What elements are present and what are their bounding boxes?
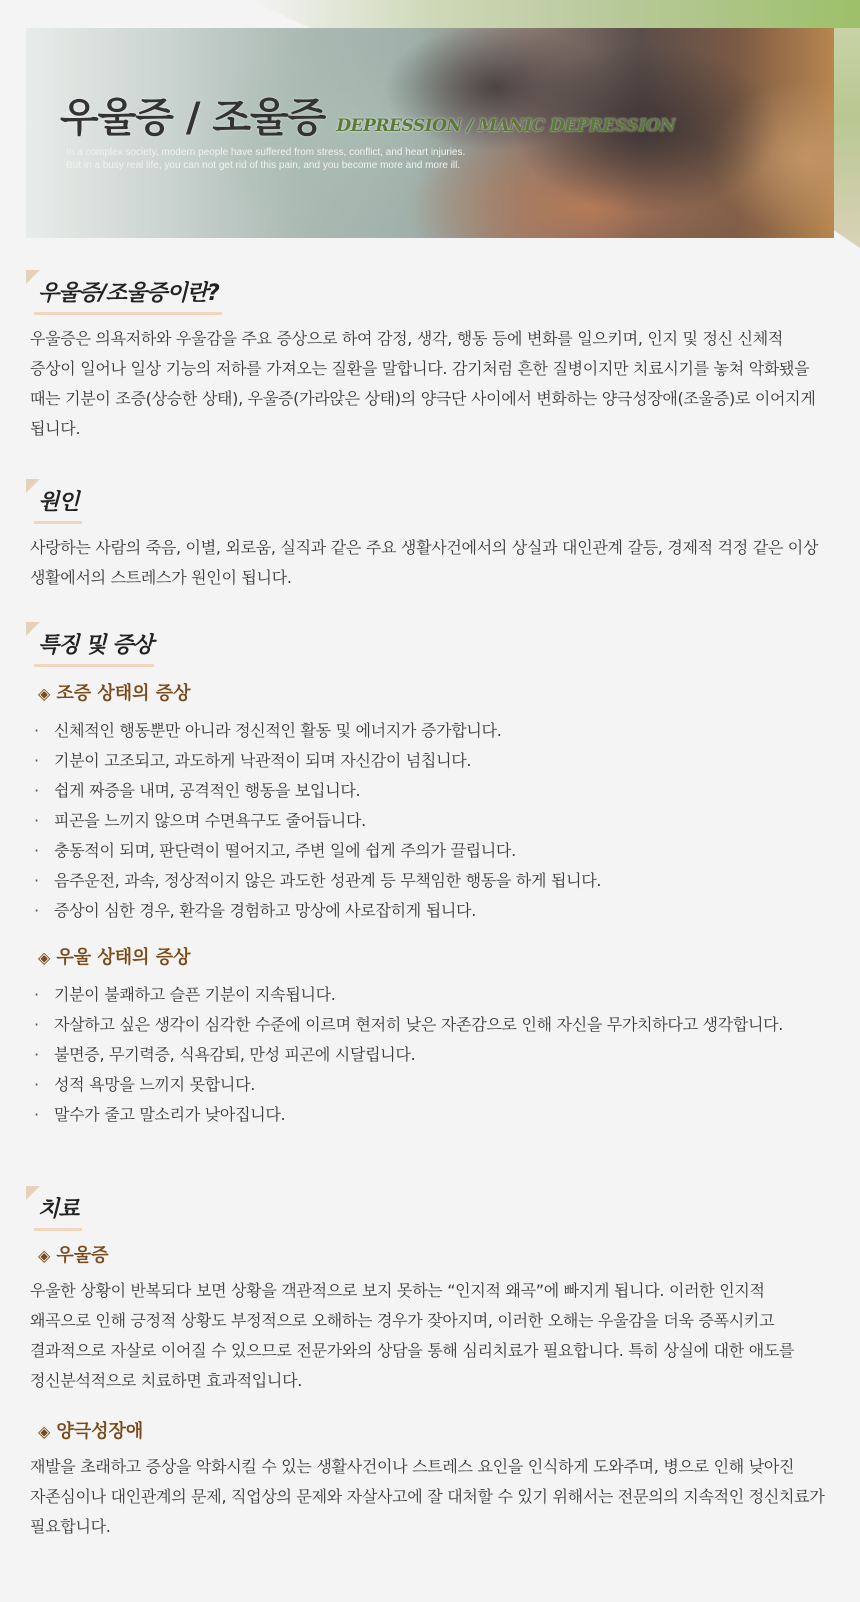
- list-item-text: 말수가 줄고 말소리가 낮아집니다.: [54, 1105, 286, 1124]
- banner-desc-line: But in a busy real life, you can not get rid of this pain, and you become more and more ill.: [66, 160, 461, 171]
- paragraph-line: 됩니다.: [30, 419, 81, 438]
- sub-heading-text: 우울증: [56, 1245, 109, 1266]
- manic-block: [30, 680, 830, 926]
- diamond-icon: ◈: [38, 948, 51, 967]
- banner-description: [66, 146, 465, 172]
- about-body: [30, 324, 830, 444]
- paragraph-line: 자존심이나 대인관계의 문제, 직업상의 문제와 자살사고에 잘 대처할 수 있기 위해서는 전문의의 지속적인 정신치료가: [30, 1487, 825, 1506]
- sub-heading: [30, 680, 830, 708]
- sub-heading: [30, 944, 830, 972]
- cause-body: [30, 533, 830, 593]
- paragraph-line: 우울한 상황이 반복되다 보면 상황을 객관적으로 보지 못하는 “인지적 왜곡”에 빠지게 됩니다. 이러한 인지적: [30, 1281, 765, 1300]
- list-item-text: 음주운전, 과속, 정상적이지 않은 과도한 성관계 등 무책임한 행동을 하게 됩니다.: [54, 871, 602, 890]
- bipolar-treatment-block: [30, 1418, 830, 1542]
- depressive-list: [30, 980, 830, 1130]
- list-item: [30, 1040, 830, 1070]
- list-item: [30, 980, 830, 1010]
- list-item: [30, 1010, 830, 1040]
- sub-heading: [30, 1242, 830, 1270]
- list-item-text: 피곤을 느끼지 않으며 수면욕구도 줄어듭니다.: [54, 811, 366, 830]
- list-item-text: 증상이 심한 경우, 환각을 경험하고 망상에 사로잡히게 됩니다.: [54, 901, 476, 920]
- depression-treatment-block: [30, 1242, 830, 1396]
- list-item-text: 충동적이 되며, 판단력이 떨어지고, 주변 일에 쉽게 주의가 끌립니다.: [54, 841, 516, 860]
- paragraph-line: 결과적으로 자살로 이어질 수 있으므로 전문가와의 상담을 통해 심리치료가 필요합니다. 특히 상실에 대한 애도를: [30, 1341, 795, 1360]
- list-item-text: 신체적인 행동뿐만 아니라 정신적인 활동 및 에너지가 증가합니다.: [54, 721, 502, 740]
- heading-text: 원인: [38, 490, 79, 515]
- list-item-text: 쉽게 짜증을 내며, 공격적인 행동을 보입니다.: [54, 781, 361, 800]
- bullet-mark: ·: [34, 781, 39, 800]
- bullet-mark: ·: [34, 811, 39, 830]
- section-heading: [30, 270, 830, 314]
- section-symptoms: [30, 622, 830, 1130]
- heading-text: 특징 및 증상: [38, 633, 153, 658]
- list-item: [30, 866, 830, 896]
- list-item: [30, 836, 830, 866]
- depression-treatment-body: [30, 1276, 830, 1396]
- banner-title: 우울증 / 조울증: [60, 95, 326, 141]
- sub-heading-text: 조증 상태의 증상: [56, 683, 191, 704]
- paragraph-line: 정신분석적으로 치료하면 효과적입니다.: [30, 1371, 303, 1390]
- heading-underline: [34, 521, 82, 524]
- heading-underline: [34, 312, 222, 315]
- banner-desc-line: In a complex society, modern people have suffered from stress, conflict, and heart injuries.: [66, 147, 466, 158]
- heading-underline: [34, 1228, 82, 1231]
- bullet-mark: ·: [34, 751, 39, 770]
- list-item-text: 불면증, 무기력증, 식욕감퇴, 만성 피곤에 시달립니다.: [54, 1045, 416, 1064]
- paragraph-line: 재발을 초래하고 증상을 악화시킬 수 있는 생활사건이나 스트레스 요인을 인식하게 도와주며, 병으로 인해 낮아진: [30, 1457, 795, 1476]
- bullet-mark: ·: [34, 1105, 39, 1124]
- list-item-text: 기분이 고조되고, 과도하게 낙관적이 되며 자신감이 넘칩니다.: [54, 751, 472, 770]
- paragraph-line: 사랑하는 사람의 죽음, 이별, 외로움, 실직과 같은 주요 생활사건에서의 상실과 대인관계 갈등, 경제적 걱정 같은 이상: [30, 538, 819, 557]
- heading-underline: [34, 664, 154, 667]
- list-item: [30, 1070, 830, 1100]
- bullet-mark: ·: [34, 871, 39, 890]
- section-heading: [30, 1186, 830, 1230]
- heading-text: 우울증/조울증이란?: [38, 281, 219, 306]
- right-decoration: [834, 28, 860, 248]
- diamond-icon: ◈: [38, 1246, 51, 1265]
- list-item-text: 성적 욕망을 느끼지 못합니다.: [54, 1075, 256, 1094]
- list-item: [30, 806, 830, 836]
- bipolar-treatment-body: [30, 1452, 830, 1542]
- section-heading: [30, 622, 830, 666]
- depressive-block: [30, 944, 830, 1130]
- bullet-mark: ·: [34, 985, 39, 1004]
- bullet-mark: ·: [34, 841, 39, 860]
- banner-subtitle: DEPRESSION / MANIC DEPRESSION: [336, 116, 675, 136]
- bullet-mark: ·: [34, 1045, 39, 1064]
- paragraph-line: 우울증은 의욕저하와 우울감을 주요 증상으로 하여 감정, 생각, 행동 등에 변화를 일으키며, 인지 및 정신 신체적: [30, 329, 784, 348]
- list-item-text: 자살하고 싶은 생각이 심각한 수준에 이르며 현저히 낮은 자존감으로 인해 자신을 무가치하다고 생각합니다.: [54, 1015, 784, 1034]
- section-cause: [30, 479, 830, 593]
- list-item: [30, 776, 830, 806]
- sub-heading-text: 양극성장애: [56, 1421, 144, 1442]
- diamond-icon: ◈: [38, 684, 51, 703]
- list-item: [30, 1100, 830, 1130]
- bullet-mark: ·: [34, 901, 39, 920]
- paragraph-line: 왜곡으로 인해 긍정적 상황도 부정적으로 오해하는 경우가 잦아지며, 이러한 오해는 우울감을 더욱 증폭시키고: [30, 1311, 775, 1330]
- hero-banner: [26, 28, 834, 238]
- bullet-mark: ·: [34, 721, 39, 740]
- paragraph-line: 생활에서의 스트레스가 원인이 됩니다.: [30, 568, 292, 587]
- list-item-text: 기분이 불쾌하고 슬픈 기분이 지속됩니다.: [54, 985, 336, 1004]
- paragraph-line: 때는 기분이 조증(상승한 상태), 우울증(가라앉은 상태)의 양극단 사이에서 변화하는 양극성장애(조울증)로 이어지게: [30, 389, 816, 408]
- bullet-mark: ·: [34, 1015, 39, 1034]
- section-about: [30, 270, 830, 444]
- banner-title-row: [60, 86, 675, 143]
- list-item: [30, 716, 830, 746]
- bullet-mark: ·: [34, 1075, 39, 1094]
- section-treatment: [30, 1186, 830, 1542]
- heading-text: 치료: [38, 1197, 79, 1222]
- manic-list: [30, 716, 830, 926]
- paragraph-line: 증상이 일어나 일상 기능의 저하를 가져오는 질환을 말합니다. 감기처럼 흔한 질병이지만 치료시기를 놓쳐 악화됐을: [30, 359, 810, 378]
- section-heading: [30, 479, 830, 523]
- diamond-icon: ◈: [38, 1422, 51, 1441]
- list-item: [30, 896, 830, 926]
- top-decoration: [250, 0, 860, 28]
- list-item: [30, 746, 830, 776]
- paragraph-line: 필요합니다.: [30, 1517, 111, 1536]
- sub-heading-text: 우울 상태의 증상: [56, 947, 191, 968]
- sub-heading: [30, 1418, 830, 1446]
